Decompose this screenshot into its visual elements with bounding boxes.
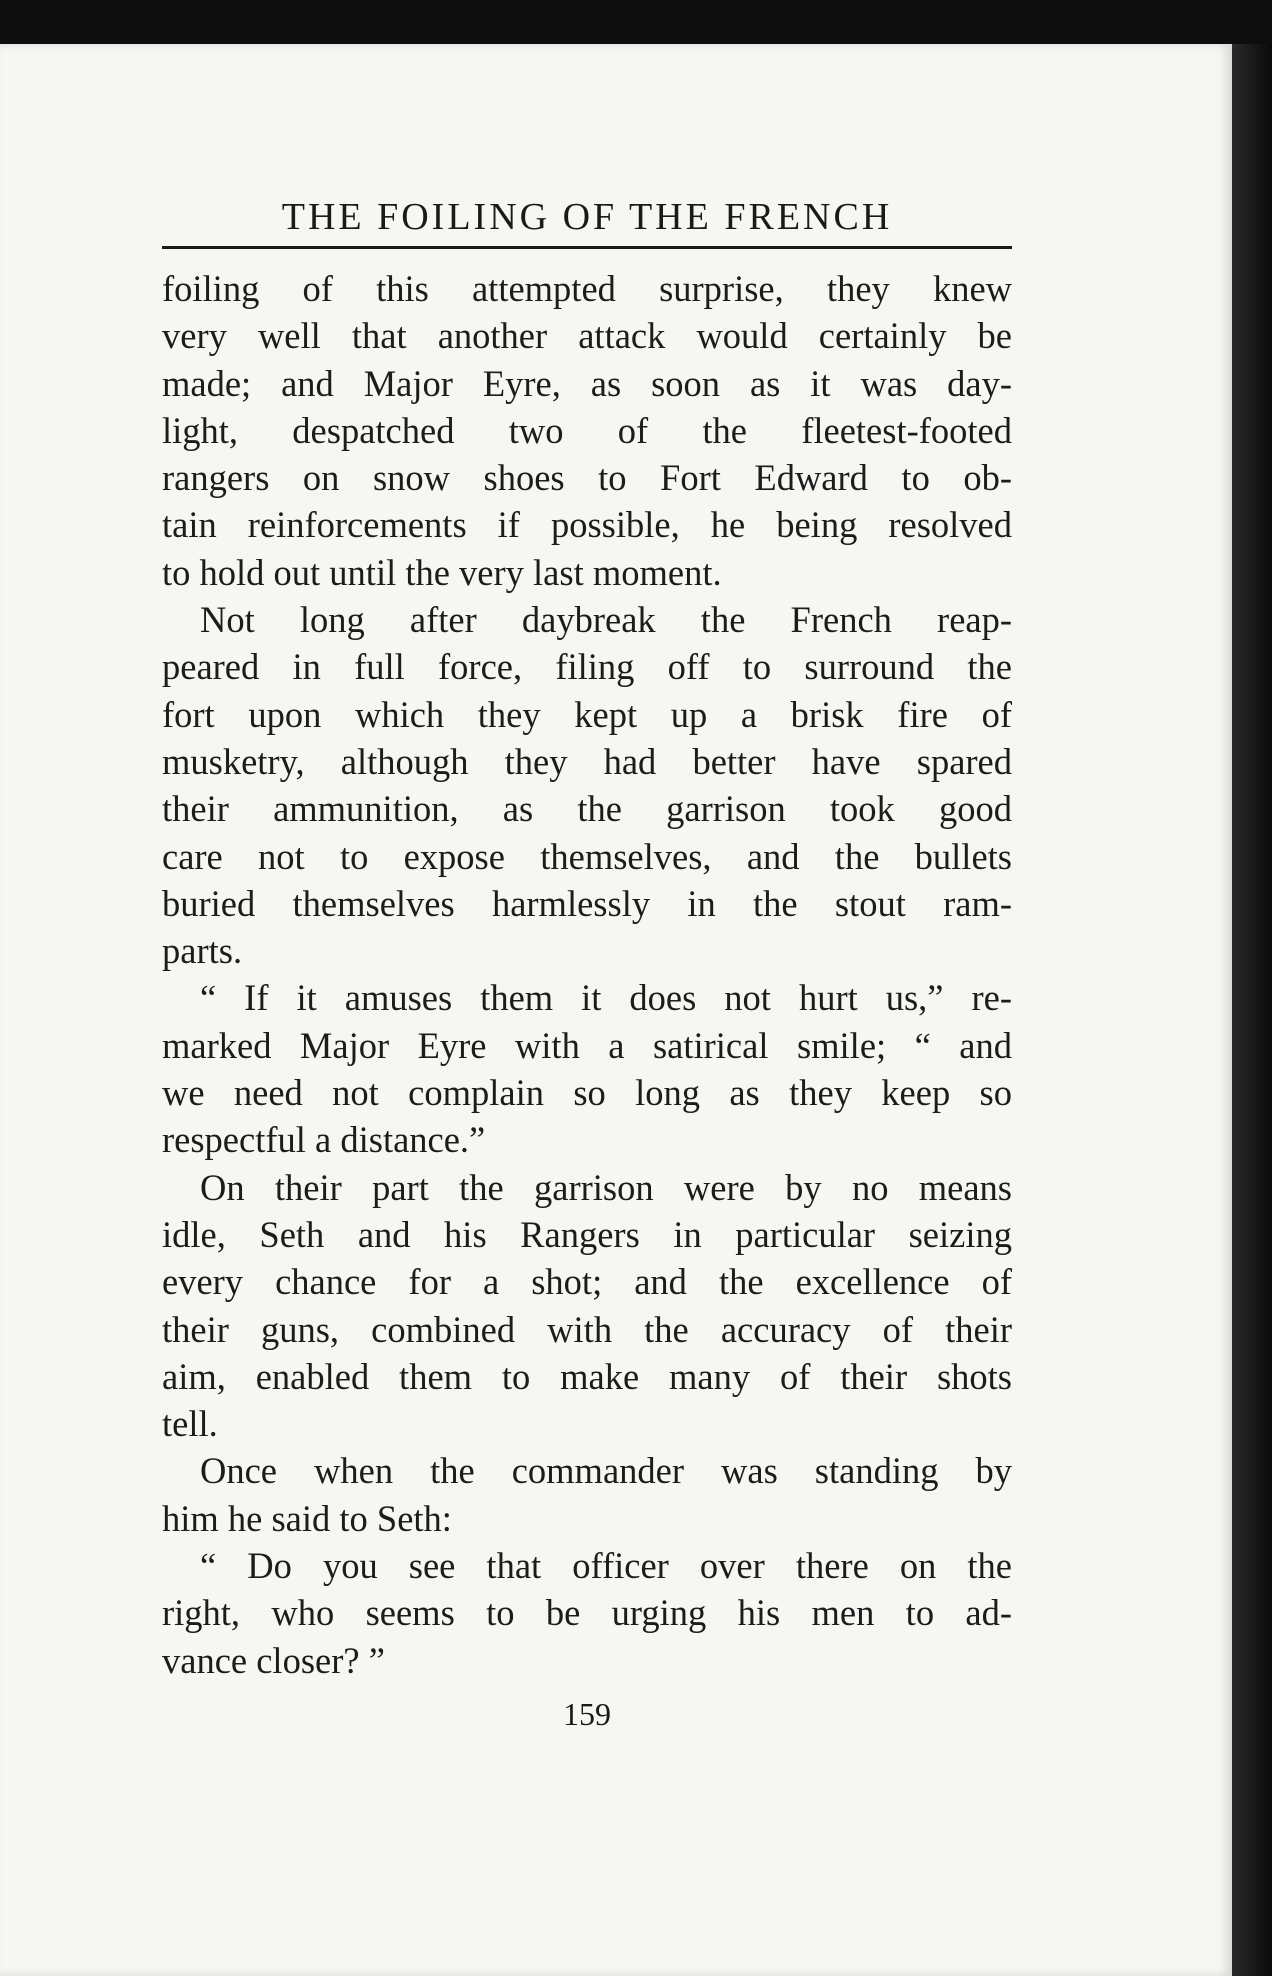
- paragraph: [162, 974, 1012, 1163]
- text-line: “ If it amuses them it does not hurt us,” re-: [200, 977, 1012, 1019]
- text-line: aim, enabled them to make many of their shots: [162, 1355, 1012, 1397]
- text-line: parts.: [162, 930, 243, 972]
- text-line: care not to expose themselves, and the bullets: [162, 835, 1012, 877]
- text-line: idle, Seth and his Rangers in particular seizing: [162, 1213, 1012, 1255]
- text-line: “ Do you see that officer over there on the: [200, 1545, 1012, 1587]
- paragraph: [162, 1447, 1012, 1542]
- text-line: tain reinforcements if possible, he being resolved: [162, 504, 1012, 546]
- text-line: very well that another attack would certainly be: [162, 315, 1012, 357]
- text-line: foiling of this attempted surprise, they knew: [162, 268, 1012, 309]
- text-line: Not long after daybreak the French reap-: [200, 599, 1012, 641]
- text-line: fort upon which they kept up a brisk fire of: [162, 693, 1012, 735]
- text-line: their ammunition, as the garrison took good: [162, 788, 1012, 830]
- text-line: rangers on snow shoes to Fort Edward to ob-: [162, 457, 1012, 499]
- paper-page: [0, 44, 1232, 1976]
- text-line: light, despatched two of the fleetest-footed: [162, 409, 1012, 451]
- text-line: Once when the commander was standing by: [200, 1450, 1012, 1492]
- text-line: made; and Major Eyre, as soon as it was day-: [162, 362, 1012, 404]
- text-line: right, who seems to be urging his men to ad-: [162, 1592, 1012, 1634]
- paragraph: [162, 596, 1012, 974]
- paragraph: [162, 265, 1012, 596]
- text-line: marked Major Eyre with a satirical smile; “ and: [162, 1024, 1012, 1066]
- text-line: On their part the garrison were by no means: [200, 1166, 1012, 1208]
- text-line: every chance for a shot; and the excellence of: [162, 1261, 1012, 1303]
- text-line: their guns, combined with the accuracy of their: [162, 1308, 1012, 1350]
- text-block: [162, 194, 1012, 1733]
- body-text: [162, 265, 1012, 1684]
- page-number: 159: [563, 1695, 611, 1732]
- text-line: buried themselves harmlessly in the stout ram-: [162, 882, 1012, 924]
- paragraph: [162, 1542, 1012, 1684]
- text-line: vance closer? ”: [162, 1639, 385, 1681]
- text-line: peared in full force, filing off to surround the: [162, 646, 1012, 688]
- text-line: him he said to Seth:: [162, 1497, 452, 1539]
- text-line: to hold out until the very last moment.: [162, 551, 722, 593]
- text-line: we need not complain so long as they keep so: [162, 1072, 1012, 1114]
- paragraph: [162, 1164, 1012, 1448]
- text-line: musketry, although they had better have spared: [162, 740, 1012, 782]
- text-line: tell.: [162, 1403, 218, 1445]
- running-head: THE FOILING OF THE FRENCH: [162, 194, 1012, 249]
- text-line: respectful a distance.”: [162, 1119, 486, 1161]
- page-edge-shadow: [1232, 44, 1272, 1976]
